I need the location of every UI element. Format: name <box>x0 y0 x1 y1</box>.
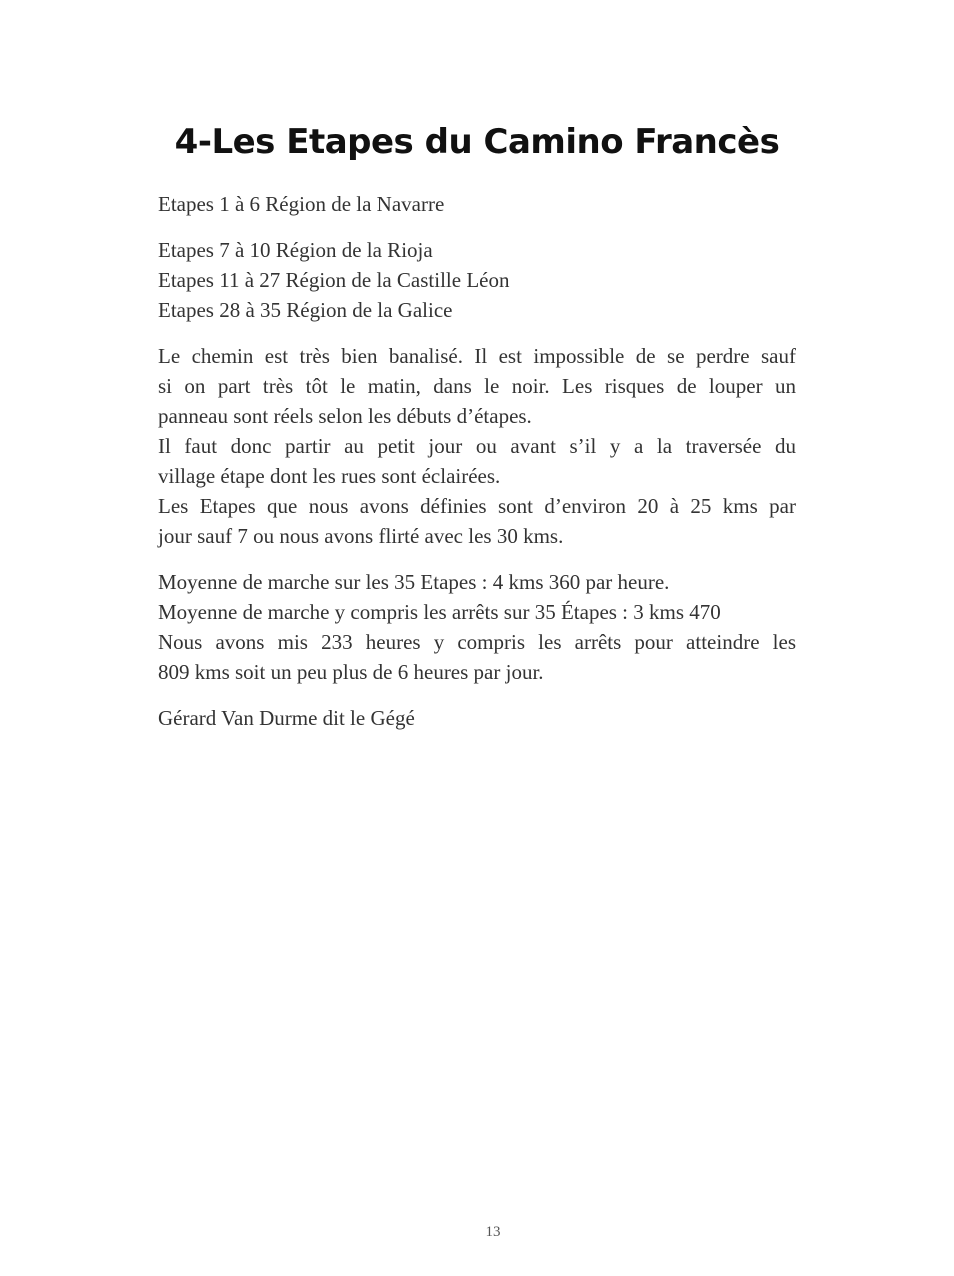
page-number: 13 <box>485 1224 501 1240</box>
region-line: Etapes 1 à 6 Région de la Navarre <box>158 192 445 216</box>
page-title: 4-Les Etapes du Camino Francès <box>174 122 780 162</box>
text-line: panneau sont réels selon les débuts d’étapes. <box>158 404 532 428</box>
text-line: Moyenne de marche y compris les arrêts sur 35 Étapes : 3 kms 470 <box>158 600 721 624</box>
stats-paragraph <box>158 567 796 687</box>
text-line: Moyenne de marche sur les 35 Etapes : 4 kms 360 par heure. <box>158 570 670 594</box>
text-line: Il faut donc partir au petit jour ou avant s’il y a la traversée du <box>158 434 796 458</box>
text-line: Nous avons mis 233 heures y compris les arrêts pour atteindre les <box>158 630 796 654</box>
region-line: Etapes 7 à 10 Région de la Rioja <box>158 238 433 262</box>
text-line: si on part très tôt le matin, dans le noir. Les risques de louper un <box>158 374 796 398</box>
text-line: 809 kms soit un peu plus de 6 heures par jour. <box>158 660 544 684</box>
document-body <box>158 189 796 749</box>
text-line: Les Etapes que nous avons définies sont d’environ 20 à 25 kms par <box>158 494 796 518</box>
region-list <box>158 235 796 325</box>
text-line: Le chemin est très bien banalisé. Il est impossible de se perdre sauf <box>158 344 796 368</box>
text-line: jour sauf 7 ou nous avons flirté avec les 30 kms. <box>158 524 564 548</box>
signature <box>158 703 796 733</box>
region-line: Etapes 11 à 27 Région de la Castille Léon <box>158 268 510 292</box>
region-intro <box>158 189 796 219</box>
signature-line: Gérard Van Durme dit le Gégé <box>158 706 415 730</box>
text-line: village étape dont les rues sont éclairées. <box>158 464 501 488</box>
region-line: Etapes 28 à 35 Région de la Galice <box>158 298 453 322</box>
route-paragraph <box>158 341 796 551</box>
